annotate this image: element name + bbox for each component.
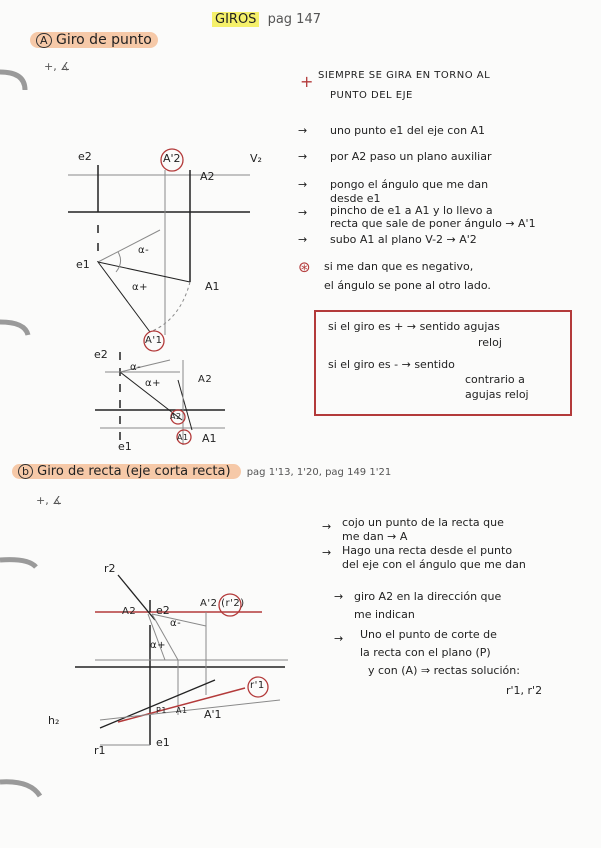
arrow-icon: → xyxy=(298,206,308,219)
box-line-2: si el giro es - → sentido xyxy=(328,358,455,371)
arrow-icon: → xyxy=(322,546,332,559)
label-a1: A1 xyxy=(176,706,188,715)
label-e2: e2 xyxy=(78,150,92,163)
note-b-4: giro A2 en la dirección que xyxy=(354,590,502,603)
section-a-title: Giro de punto xyxy=(55,32,152,48)
label-e2: e2 xyxy=(156,604,170,617)
note-b-3: del eje con el ángulo que me dan xyxy=(342,558,526,571)
arrow-icon: → xyxy=(322,520,332,533)
note-a-9: si me dan que es negativo, xyxy=(324,260,474,273)
note-b-1: me dan → A xyxy=(342,530,408,543)
label-a1-lower: A1 xyxy=(202,432,217,445)
section-b-page-reference: pag 1'13, 1'20, pag 149 1'21 xyxy=(246,467,392,478)
label-a2-lower: A2 xyxy=(198,374,213,385)
label-a1-small: A1 xyxy=(177,433,189,442)
box-line-3: contrario a xyxy=(465,373,525,386)
note-b-7: la recta con el plano (P) xyxy=(360,646,491,659)
label-alpha-minus: α- xyxy=(170,618,182,629)
note-a-3: por A2 paso un plano auxiliar xyxy=(330,150,492,163)
arrow-icon: → xyxy=(298,178,308,191)
label-a1-prime: A'1 xyxy=(145,335,163,346)
label-a1-prime: A'1 xyxy=(204,708,222,721)
note-b-2: Hago una recta desde el punto xyxy=(342,544,513,557)
label-e1: e1 xyxy=(156,736,170,749)
arrow-icon: → xyxy=(298,233,308,246)
label-alpha-plus: α+ xyxy=(150,640,166,651)
note-a-4: pongo el ángulo que me dan xyxy=(330,178,489,191)
note-a-10: el ángulo se pone al otro lado. xyxy=(324,279,491,292)
label-a2-prime-r2-prime: A'2 (r'2) xyxy=(200,598,245,609)
section-b-letter: b xyxy=(18,464,33,479)
section-b-signs: +, ∡ xyxy=(36,494,63,507)
label-alpha-plus: α+ xyxy=(132,282,148,293)
arrow-icon: → xyxy=(334,590,344,603)
box-line-4: agujas reloj xyxy=(465,388,529,401)
label-a2: A2 xyxy=(122,606,137,617)
note-b-9: r'1, r'2 xyxy=(506,684,543,697)
note-a-0: SIEMPRE SE GIRA EN TORNO AL xyxy=(318,70,491,81)
label-v2: V₂ xyxy=(250,152,262,165)
label-alpha-plus-2: α+ xyxy=(145,378,161,389)
note-a-5: desde e1 xyxy=(330,192,381,205)
label-e1-lower: e1 xyxy=(118,440,132,453)
asterisk-icon: ⊛ xyxy=(298,258,311,276)
label-h2: h₂ xyxy=(48,714,60,727)
label-a2-prime: A'2 xyxy=(163,152,181,165)
label-e1: e1 xyxy=(76,258,90,271)
section-a-letter: A xyxy=(36,33,52,48)
arrow-icon: → xyxy=(298,124,308,137)
page-reference: pag 147 xyxy=(267,12,321,27)
label-a2-small: A2 xyxy=(170,412,182,421)
label-alpha-minus: α- xyxy=(138,245,150,256)
label-alpha-minus-2: α- xyxy=(130,362,142,373)
section-b-title: Giro de recta (eje corta recta) xyxy=(37,464,231,479)
note-a-7: recta que sale de poner ángulo → A'1 xyxy=(330,217,536,230)
note-b-8: y con (A) ⇒ rectas solución: xyxy=(368,664,520,677)
note-b-6: Uno el punto de corte de xyxy=(360,628,497,641)
label-p1: P1 xyxy=(156,706,167,715)
page-title: GIROS xyxy=(212,12,259,27)
label-e2-lower: e2 xyxy=(94,348,108,361)
label-a2: A2 xyxy=(200,170,215,183)
note-a-2: uno punto e1 del eje con A1 xyxy=(330,124,486,137)
note-a-1: PUNTO DEL EJE xyxy=(330,90,413,101)
label-a1: A1 xyxy=(205,280,220,293)
label-r2: r2 xyxy=(104,562,116,575)
note-a-8: subo A1 al plano V-2 → A'2 xyxy=(330,233,477,246)
arrow-icon: → xyxy=(298,150,308,163)
box-line-0: si el giro es + → sentido agujas xyxy=(328,320,500,333)
section-a-signs: +, ∡ xyxy=(44,60,71,73)
box-line-1: reloj xyxy=(478,336,502,349)
note-b-0: cojo un punto de la recta que xyxy=(342,516,504,529)
note-b-5: me indican xyxy=(354,608,415,621)
note-a-6: pincho de e1 a A1 y lo llevo a xyxy=(330,204,493,217)
label-r1-prime: r'1 xyxy=(250,680,265,691)
arrow-icon: → xyxy=(334,632,344,645)
label-r1: r1 xyxy=(94,744,106,757)
plus-sign-icon: + xyxy=(300,72,314,91)
